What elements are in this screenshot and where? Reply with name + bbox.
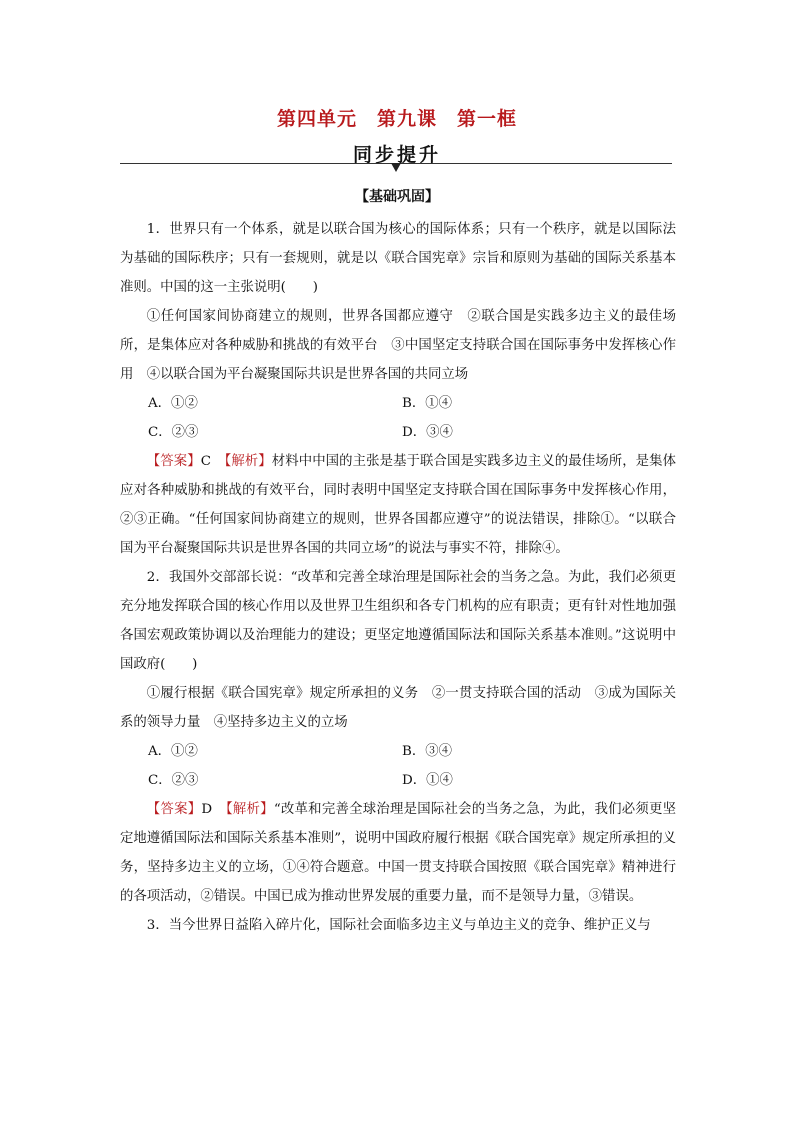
page-title: 第四单元 第九课 第一框 <box>276 108 517 130</box>
question-2-statements: ①履行根据《联合国宪章》规定所承担的义务 ②一贯支持联合国的活动 ③成为国际关系的领导力量 ④坚持多边主义的立场 <box>120 686 676 730</box>
option-d: D．①④ <box>402 773 453 788</box>
question-body <box>120 215 676 940</box>
question-2-stem: 2．我国外交部部长说：“改革和完善全球治理是国际社会的当务之急。为此，我们必须更充分地发挥联合国的核心作用以及世界卫生组织和各专门机构的应有职责；更有针对性地加强各国宏观政策协调以及治理能力的建设；更坚定地遵循国际法和国际关系基本准则。”这说明中国政府( ) <box>120 570 676 672</box>
question-3-stem: 3．当今世界日益陷入碎片化，国际社会面临多边主义与单边主义的竞争、维护正义与 <box>146 918 651 933</box>
question-1-stem: 1．世界只有一个体系，就是以联合国为核心的国际体系；只有一个秩序，就是以国际法为基础的国际秩序；只有一套规则，就是以《联合国宪章》宗旨和原则为基础的国际关系基本准则。中国的这一主张说明( ) <box>120 222 676 295</box>
answer-tag: 【答案】 <box>146 454 201 469</box>
answer-value: C <box>200 454 211 469</box>
question-2-options-row-2 <box>120 766 676 795</box>
analysis-tag: 【解析】 <box>224 454 272 469</box>
option-a: A．①② <box>148 396 198 411</box>
question-1-options-row-1 <box>120 389 676 418</box>
analysis-text: “改革和完善全球治理是国际社会的当务之急，为此，我们必须更坚定地遵循国际法和国际关系基本准则”，说明中国政府履行根据《联合国宪章》规定所承担的义务，坚持多边主义的立场，①④符合题意。中国一贯支持联合国按照《联合国宪章》精神进行的各项活动，②错误。中国已成为推动世界发展的重要力量，而不是领导力量，③错误。 <box>120 802 677 904</box>
down-triangle-icon <box>391 163 401 172</box>
option-a: A．①② <box>148 744 198 759</box>
option-b: B．③④ <box>402 744 453 759</box>
analysis-text: 材料中中国的主张是基于联合国是实践多边主义的最佳场所，是集体应对各种威胁和挑战的有效平台，同时表明中国坚定支持联合国在国际事务中发挥核心作用，②③正确。“任何国家间协商建立的规则，世界各国都应遵守”的说法错误，排除①。“以联合国为平台凝聚国际共识是世界各国的共同立场”的说法与事实不符，排除④。 <box>120 454 677 556</box>
option-d: D．③④ <box>402 425 453 440</box>
section-heading: 【基础巩固】 <box>355 189 439 205</box>
question-2-options-row-1 <box>120 737 676 766</box>
answer-value: D <box>201 802 213 817</box>
option-c: C．②③ <box>148 773 199 788</box>
analysis-tag: 【解析】 <box>225 802 274 817</box>
question-2-answer <box>120 795 676 911</box>
option-b: B．①④ <box>402 396 453 411</box>
page-subtitle: 同步提升 <box>352 144 441 166</box>
answer-tag: 【答案】 <box>146 802 202 817</box>
question-1-statements: ①任何国家间协商建立的规则，世界各国都应遵守 ②联合国是实践多边主义的最佳场所，是集体应对各种威胁和挑战的有效平台 ③中国坚定支持联合国在国际事务中发挥核心作用 ④以联合国为平台凝聚国际共识是世界各国的共同立场 <box>120 309 676 382</box>
option-c: C．②③ <box>148 425 199 440</box>
question-1-options-row-2 <box>120 418 676 447</box>
question-1-answer <box>120 447 676 563</box>
